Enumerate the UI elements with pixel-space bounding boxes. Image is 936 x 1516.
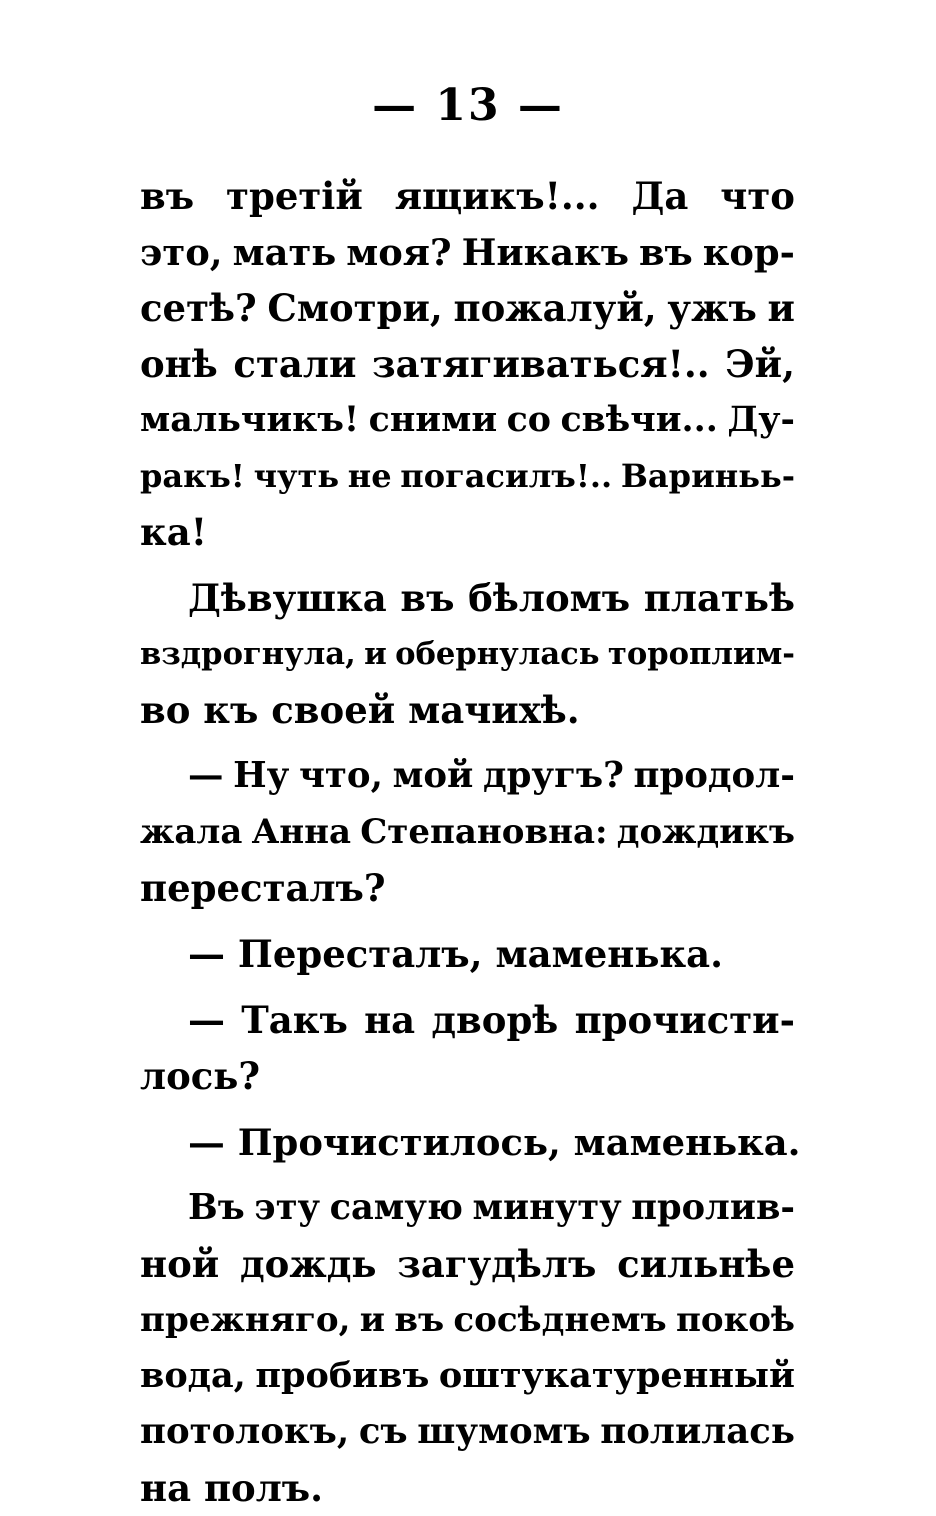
text-line (140, 280, 795, 336)
text-line (140, 804, 795, 860)
word: пожалуй, (453, 286, 657, 330)
paragraph-gap (140, 1104, 795, 1114)
word: стали (233, 342, 357, 386)
word: мальчикъ! (140, 399, 360, 440)
word: — (188, 755, 224, 796)
word: продол- (633, 755, 795, 796)
word: полъ. (203, 1466, 324, 1510)
word: погасилъ!.. (400, 457, 613, 495)
text-line (140, 224, 795, 280)
word: Степановна: (360, 812, 608, 852)
word: тороплим- (607, 636, 795, 672)
text-line (140, 504, 795, 560)
word: и (364, 636, 387, 672)
text-line (140, 1180, 795, 1236)
word: Смотри, (267, 286, 443, 330)
word: и (359, 1300, 386, 1340)
paragraph-gap (140, 738, 795, 748)
text-line (140, 168, 795, 224)
word: что (720, 174, 795, 218)
word: онѣ (140, 342, 218, 386)
word: Такъ (241, 998, 348, 1042)
word: чуть (253, 457, 340, 495)
word: маменька. (495, 932, 724, 976)
text-line (140, 392, 795, 448)
word: Эй, (725, 342, 795, 386)
word: жала (140, 812, 243, 852)
word: мой (392, 755, 474, 796)
paragraph (140, 1114, 801, 1170)
paragraph-gap (140, 916, 795, 926)
text-line (140, 748, 795, 804)
word: Никакъ (461, 230, 629, 274)
word: Прочистилось, (237, 1120, 561, 1164)
word: что, (298, 755, 383, 796)
word: пересталъ? (140, 866, 386, 910)
word: сними (368, 399, 498, 440)
word: Пересталъ, (237, 932, 483, 976)
word: Да (631, 174, 689, 218)
word: къ (203, 688, 259, 732)
paragraph-gap (140, 1170, 795, 1180)
word: бѣломъ (468, 576, 631, 620)
word: это, (140, 230, 223, 274)
word: ракъ! (140, 457, 245, 495)
text-line (140, 926, 795, 982)
word: сосѣднемъ (453, 1300, 667, 1340)
word: на (140, 1466, 192, 1510)
word: на (364, 998, 416, 1042)
word: мать (232, 230, 337, 274)
page-number: — 13 — (372, 80, 564, 131)
word: — (188, 1120, 225, 1164)
paragraph (140, 168, 795, 560)
word: маменька. (573, 1120, 801, 1164)
word: потолокъ, (140, 1411, 350, 1452)
word: во (140, 688, 191, 732)
text-line (140, 1348, 795, 1404)
word: въ (140, 174, 195, 218)
word: Ду- (727, 399, 795, 440)
text-line (140, 1404, 795, 1460)
word: ужъ (667, 286, 757, 330)
word: покоѣ (675, 1300, 795, 1340)
word: полилась (600, 1411, 795, 1452)
word: и (767, 286, 795, 330)
paragraph (140, 992, 795, 1104)
word: минуту (472, 1187, 622, 1228)
word: кор- (702, 230, 795, 274)
word: обернулась (395, 636, 600, 672)
word: Въ (188, 1187, 245, 1228)
paragraph (140, 926, 795, 982)
text-line (140, 1292, 795, 1348)
text-line (140, 1460, 795, 1516)
word: оштукатуренный (438, 1355, 795, 1396)
text-line (140, 626, 795, 682)
paragraph (140, 748, 795, 916)
paragraph (140, 570, 795, 738)
paragraph-gap (140, 560, 795, 570)
word: прочисти- (574, 998, 795, 1042)
word: прежняго, (140, 1300, 351, 1340)
word: сильнѣе (617, 1242, 795, 1286)
word: ящикъ!... (394, 174, 600, 218)
word: мачихѣ. (408, 688, 580, 732)
word: Дѣвушка (188, 576, 387, 620)
word: въ (394, 1300, 445, 1340)
word: Анна (251, 812, 352, 852)
text-line (140, 448, 795, 504)
word: затягиваться!.. (372, 342, 710, 386)
word: съ (358, 1411, 408, 1452)
word: — (188, 932, 225, 976)
word: шумомъ (417, 1411, 591, 1452)
word: своей (271, 688, 396, 732)
word: вздрогнула, (140, 636, 356, 672)
word: въ (638, 230, 693, 274)
text-line (140, 992, 795, 1048)
text-line (140, 860, 795, 916)
word: самую (329, 1187, 463, 1228)
body-text (140, 168, 801, 1516)
word: Вариньь- (620, 457, 795, 495)
word: со (506, 399, 551, 440)
word: третій (226, 174, 363, 218)
word: лось? (140, 1054, 261, 1098)
word: свѣчи... (560, 399, 718, 440)
word: въ (400, 576, 455, 620)
word: Ну (233, 755, 290, 796)
text-line (140, 336, 795, 392)
paragraph (140, 1180, 795, 1516)
text-line (140, 1048, 795, 1104)
word: дождь (240, 1242, 377, 1286)
word: моя? (346, 230, 452, 274)
word: вода, (140, 1355, 246, 1396)
word: эту (254, 1187, 321, 1228)
word: не (347, 457, 392, 495)
word: другъ? (482, 755, 624, 796)
word: ной (140, 1242, 220, 1286)
text-line (140, 682, 795, 738)
text-line (140, 570, 795, 626)
text-line (140, 1114, 801, 1170)
text-line (140, 1236, 795, 1292)
word: загудѣлъ (397, 1242, 597, 1286)
word: платьѣ (643, 576, 795, 620)
word: ка! (140, 510, 207, 554)
word: пролив- (631, 1187, 795, 1228)
paragraph-gap (140, 982, 795, 992)
word: — (188, 998, 225, 1042)
word: пробивъ (255, 1355, 430, 1396)
word: дождикъ (616, 812, 795, 852)
word: дворѣ (431, 998, 559, 1042)
word: сетѣ? (140, 286, 257, 330)
